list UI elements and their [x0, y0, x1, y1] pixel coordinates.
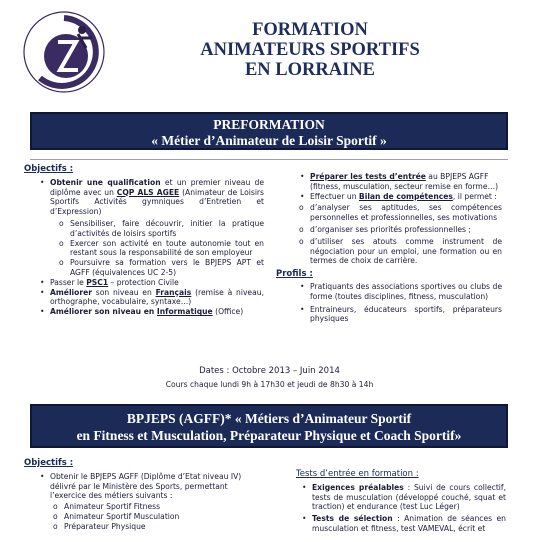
cours-schedule: Cours chaque lundi 9h à 17h30 et jeudi de 8h30 à 14h — [165, 380, 374, 389]
preformation-banner-subtitle: « Métier d’Animateur de Loisir Sportif » — [151, 133, 387, 148]
title-line-2: ANIMATEURS SPORTIFS — [200, 40, 420, 60]
objectifs-heading: Objectifs : — [24, 164, 74, 174]
metier-item: o Animateur Sportif Fitness — [53, 502, 161, 512]
organization-logo — [20, 8, 108, 96]
bpjeps-banner-title: BPJEPS (AGFF)* « Métiers d’Animateur Sportif — [126, 411, 412, 426]
bpjeps-banner-subtitle: en Fitness et Musculation, Préparateur Physique et Coach Sportif» — [76, 428, 462, 443]
objectif-qualification: • Obtenir une qualification et un premier niveau de diplôme avec un CQP ALS AGEE (Animateur de Loisirs Sportifs Activités gymniques d’Entretien et d’Expression) o Sensibiliser, faire découvrir, initier la pratique d’activités de loisirs sportifs o Exercer son activité en toute autonomie tout en restant sous la responsabilité de son employeur o Poursuivre sa formation vers le BPJEPS APT et AGFF (équivalences UC 2-5) — [40, 177, 265, 277]
profil-item: • Entraineurs, éducateurs sportifs, préparateurs physiques — [300, 304, 502, 324]
sub-item: o d’utiliser ses atouts comme instrument de négociation pour un emploi, une formation ou en termes de choix de carrière. — [299, 236, 502, 266]
bpjeps-tests — [296, 470, 506, 534]
objectif-psc1: • Passer le PSC1 – protection Civile — [40, 277, 179, 287]
metier-item: o Préparateur Physique — [53, 521, 146, 531]
test-item: • Tests de sélection : Animation de séances en musculation et fitness, test VAMEVAL, écrit et — [302, 514, 506, 533]
dates: Dates : Octobre 2013 – Juin 2014 — [199, 366, 340, 376]
sub-item: o d’analyser ses aptitudes, ses compétences personnelles et professionnelles, ses motivations — [299, 203, 502, 223]
metier-item: o Animateur Sportif Musculation — [53, 511, 180, 521]
preformation-banner — [30, 112, 508, 150]
preformation-objectifs — [24, 165, 264, 317]
tests-heading: Tests d’entrée en formation : — [296, 469, 419, 479]
sub-item: o d’organiser ses priorités professionnelles ; — [299, 224, 471, 234]
sub-item: o Exercer son activité en toute autonomie tout en restant sous la responsabilité de son employeur — [59, 238, 264, 258]
objectif-informatique: • Améliorer son niveau en Informatique (Office) — [40, 307, 244, 317]
sub-item: o Poursuivre sa formation vers le BPJEPS APT et AGFF (équivalences UC 2-5) — [59, 258, 264, 277]
bullet-icon: • — [40, 177, 45, 187]
bpjeps-banner — [30, 404, 508, 448]
title-line-1: FORMATION — [252, 20, 368, 40]
bilan-competences: • Effectuer un Bilan de compétences, il permet : o d’analyser ses aptitudes, ses compétences personnelles et professionnelles, ses motivations o d’organiser ses priorités professionnelles ; o d’utiliser ses atouts comme instrument de négociation pour un emploi, une formation ou en termes de choix de carrière. — [299, 191, 502, 266]
section-divider — [30, 159, 508, 160]
page-title — [140, 20, 480, 80]
objectifs-heading: Objectifs : — [24, 458, 74, 468]
preformation-right-column — [276, 172, 502, 324]
objectif-francais: • Améliorer son niveau en Français (remise à niveau, orthographe, vocabulaire, syntaxe…) — [40, 287, 264, 307]
test-item: • Exigences préalables : Suivi de cours collectif, tests de musculation (développé couché, squat et traction) et endurance (test Luc Léger) — [302, 482, 506, 512]
preformation-banner-title: PREFORMATION — [213, 117, 325, 132]
title-line-3: EN LORRAINE — [244, 60, 376, 80]
preparer-tests: • Préparer les tests d’entrée au BPJEPS AGFF (fitness, musculation, secteur remise en forme…) — [300, 172, 499, 191]
bpjeps-objectif: • Obtenir le BPJEPS AGFF (Diplôme d’Etat niveau IV) délivré par le Ministère des Sports, permettant l’exercice des métiers suivants : o Animateur Sportif Fitness o Animateur Sportif Musculation o Préparateur Physique — [50, 472, 260, 532]
profils-heading: Profils : — [276, 269, 313, 280]
profil-item: • Pratiquants des associations sportives ou clubs de forme (toutes disciplines, fitness, musculation) — [300, 281, 502, 301]
sub-item: o Sensibiliser, faire découvrir, initier la pratique d’activités de loisirs sportifs — [59, 218, 264, 238]
bpjeps-objectifs — [24, 459, 260, 532]
